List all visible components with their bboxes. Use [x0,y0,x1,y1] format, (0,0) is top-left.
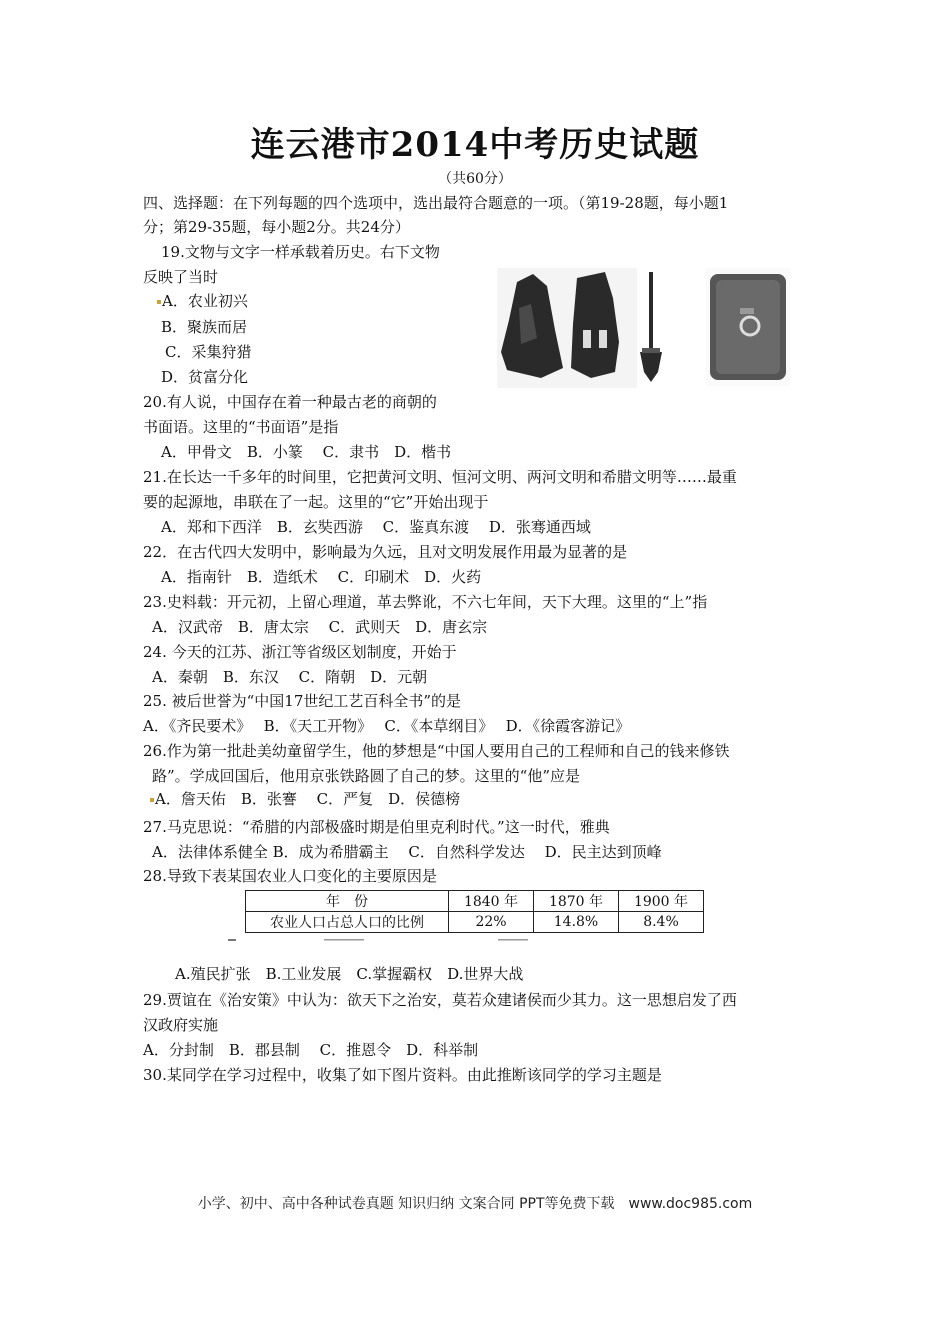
q19-option-a: A．农业初兴 [157,292,248,310]
table-header-cell: 1840 年 [449,891,534,912]
q24-options: A．秦朝 B．东汉 C．隋朝 D．元朝 [152,668,428,686]
scan-dot-icon [150,798,154,802]
q25-options: A．《齐民要术》 B．《天工开物》 C．《本草纲目》 D．《徐霞客游记》 [143,717,631,735]
q29-stem-line1: 29.贾谊在《治安策》中认为：欲天下之治安，莫若众建诸侯而少其力。这一思想启发了西 [143,991,737,1009]
table-cell: 14.8% [534,912,619,933]
page-footer: 小学、初中、高中各种试卷真题 知识归纳 文案合同 PPT等免费下载 www.doc985.com [197,1196,753,1212]
q28-stem: 28.导致下表某国农业人口变化的主要原因是 [143,867,437,885]
stone-hoe-photo [497,268,637,388]
table-header-cell: 1900 年 [619,891,704,912]
population-table [245,890,704,933]
table-header-cell: 年 份 [246,891,449,912]
q20-stem-line1: 20.有人说，中国存在着一种最古老的商朝的 [143,393,437,411]
q29-stem-line2: 汉政府实施 [143,1016,219,1034]
q22-stem: 22．在古代四大发明中，影响最为久远，且对文明发展作用最为显著的是 [143,543,628,561]
q26-options: A．詹天佑 B．张謇 C．严复 D．侯德榜 [150,790,460,808]
q19-option-c: C．采集狩猎 [165,343,252,361]
jade-artifact-photo [706,268,790,386]
scan-artifact [228,937,558,943]
table-header-cell: 1870 年 [534,891,619,912]
section-instructions-line1: 四、选择题：在下列每题的四个选项中，选出最符合题意的一项。（第19-28题，每小题1 [143,194,729,212]
q22-options: A．指南针 B．造纸术 C．印刷术 D．火药 [161,568,482,586]
q29-options: A．分封制 B．郡县制 C．推恩令 D．科举制 [143,1041,479,1059]
table-cell: 农业人口占总人口的比例 [246,912,449,933]
q19-stem-line2: 反映了当时 [143,268,219,286]
q28-options: A.殖民扩张 B.工业发展 C.掌握霸权 D.世界大战 [175,965,524,983]
q19-option-d: D．贫富分化 [161,368,249,386]
q19-option-b: B．聚族而居 [161,318,248,336]
q21-options: A．郑和下西洋 B．玄奘西游 C．鉴真东渡 D．张骞通西域 [161,518,591,536]
table-row [246,891,704,912]
page-subtitle: （共60分） [438,171,512,187]
q30-stem: 30.某同学在学习过程中，收集了如下图片资料。由此推断该同学的学习主题是 [143,1066,662,1084]
table-cell: 22% [449,912,534,933]
table-row [246,912,704,933]
scan-dot-icon [157,300,161,304]
q24-stem: 24. 今天的江苏、浙江等省级区划制度，开始于 [143,643,457,661]
q27-options: A．法律体系健全 B．成为希腊霸主 C．自然科学发达 D．民主达到顶峰 [152,843,662,861]
q19-stem-line1: 19.文物与文字一样承载着历史。右下文物 [161,243,440,261]
page-title: 连云港市2014中考历史试题 [250,125,700,165]
q27-stem: 27.马克思说：“希腊的内部极盛时期是伯里克利时代。”这一时代，雅典 [143,818,610,836]
table-cell: 8.4% [619,912,704,933]
q26-stem-line2: 路”。学成回国后，他用京张铁路圆了自己的梦。这里的“他”应是 [152,767,581,785]
q20-options: A．甲骨文 B．小篆 C．隶书 D．楷书 [161,443,452,461]
q21-stem-line1: 21.在长达一千多年的时间里，它把黄河文明、恒河文明、两河文明和希腊文明等……最重 [143,468,737,486]
bone-spade-photo [636,268,666,388]
section-instructions-line2: 分；第29-35题，每小题2分。共24分） [143,218,410,236]
q25-stem: 25. 被后世誉为“中国17世纪工艺百科全书”的是 [143,692,462,710]
q21-stem-line2: 要的起源地，串联在了一起。这里的“它”开始出现于 [143,493,489,511]
q23-stem: 23.史料载：开元初，上留心理道，革去弊讹，不六七年间，天下大理。这里的“上”指 [143,593,708,611]
q23-options: A．汉武帝 B．唐太宗 C．武则天 D．唐玄宗 [152,618,488,636]
q20-stem-line2: 书面语。这里的“书面语”是指 [143,418,339,436]
q26-stem-line1: 26.作为第一批赴美幼童留学生，他的梦想是“中国人要用自己的工程师和自己的钱来修铁 [143,742,730,760]
